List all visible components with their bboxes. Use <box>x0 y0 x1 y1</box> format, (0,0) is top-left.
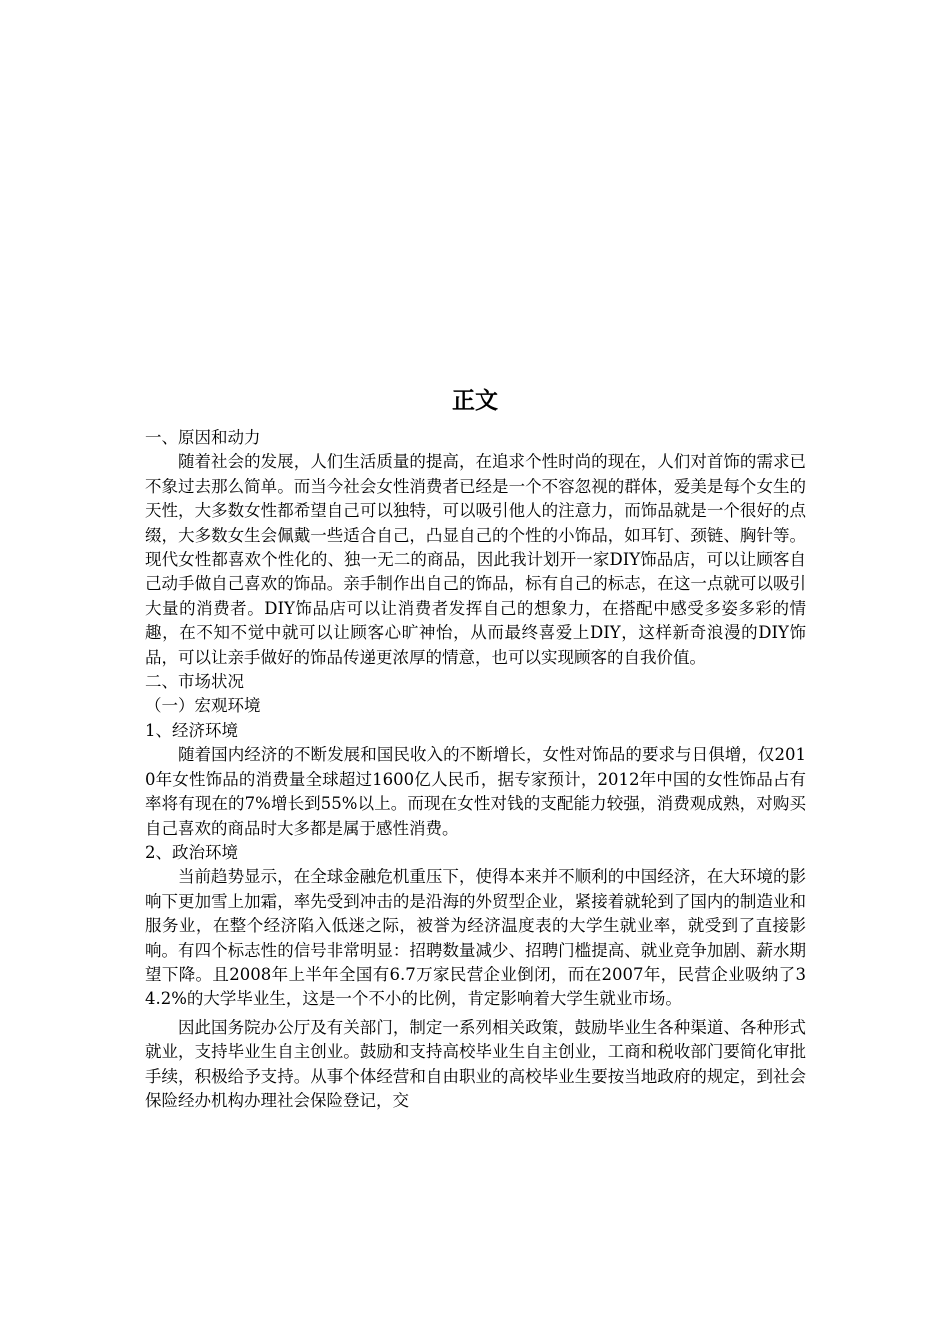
paragraph-economy: 随着国内经济的不断发展和国民收入的不断增长，女性对饰品的要求与日俱增，仅2010年女性饰品的消费量全球超过1600亿人民币，据专家预计，2012年中国的女性饰品占有率将有现在的7%增长到55%以上。而现在女性对钱的支配能力较强，消费观成熟，对购买自己喜欢的商品时大多都是属于感性消费。 <box>145 745 806 838</box>
document-body <box>145 426 806 1113</box>
paragraph-politics-2: 因此国务院办公厅及有关部门，制定一系列相关政策，鼓励毕业生各种渠道、各种形式就业，支持毕业生自主创业。鼓励和支持高校毕业生自主创业，工商和税收部门要简化审批手续，积极给予支持。从事个体经营和自由职业的高校毕业生要按当地政府的规定，到社会保险经办机构办理社会保险登记，交 <box>145 1017 806 1110</box>
paragraph-reasons: 随着社会的发展，人们生活质量的提高，在追求个性时尚的现在，人们对首饰的需求已不象过去那么简单。而当今社会女性消费者已经是一个不容忽视的群体，爱美是每个女生的天性，大多数女性都希望自己可以独特，可以吸引他人的注意力，而饰品就是一个很好的点缀，大多数女生会佩戴一些适合自己，凸显自己的个性的小饰品，如耳钉、颈链、胸针等。现代女性都喜欢个性化的、独一无二的商品，因此我计划开一家DIY饰品店，可以让顾客自己动手做自己喜欢的饰品。亲手制作出自己的饰品，标有自己的标志，在这一点就可以吸引大量的消费者。DIY饰品店可以让消费者发挥自己的想象力，在搭配中感受多姿多彩的情趣，在不知不觉中就可以让顾客心旷神怡，从而最终喜爱上DIY，这样新奇浪漫的DIY饰品，可以让亲手做好的饰品传递更浓厚的情意，也可以实现顾客的自我价值。 <box>145 452 806 667</box>
subsection-heading-macro: （一）宏观环境 <box>145 696 261 716</box>
page-title: 正文 <box>452 388 498 414</box>
item-heading-economy: 1、经济环境 <box>145 720 238 740</box>
section-heading-market: 二、市场状况 <box>145 672 244 692</box>
item-heading-politics: 2、政治环境 <box>145 842 238 862</box>
section-heading-reasons: 一、原因和动力 <box>145 428 261 447</box>
paragraph-politics-1: 当前趋势显示，在全球金融危机重压下，使得本来并不顺利的中国经济，在大环境的影响下更加雪上加霜，率先受到冲击的是沿海的外贸型企业，紧接着就轮到了国内的制造业和服务业，在整个经济陷入低迷之际，被誉为经济温度表的大学生就业率，就受到了直接影响。有四个标志性的信号非常明显：招聘数量减少、招聘门槛提高、就业竞争加剧、薪水期望下降。且2008年上半年全国有6.7万家民营企业倒闭，而在2007年，民营企业吸纳了34.2%的大学毕业生，这是一个不小的比例，肯定影响着大学生就业市场。 <box>145 867 806 1009</box>
